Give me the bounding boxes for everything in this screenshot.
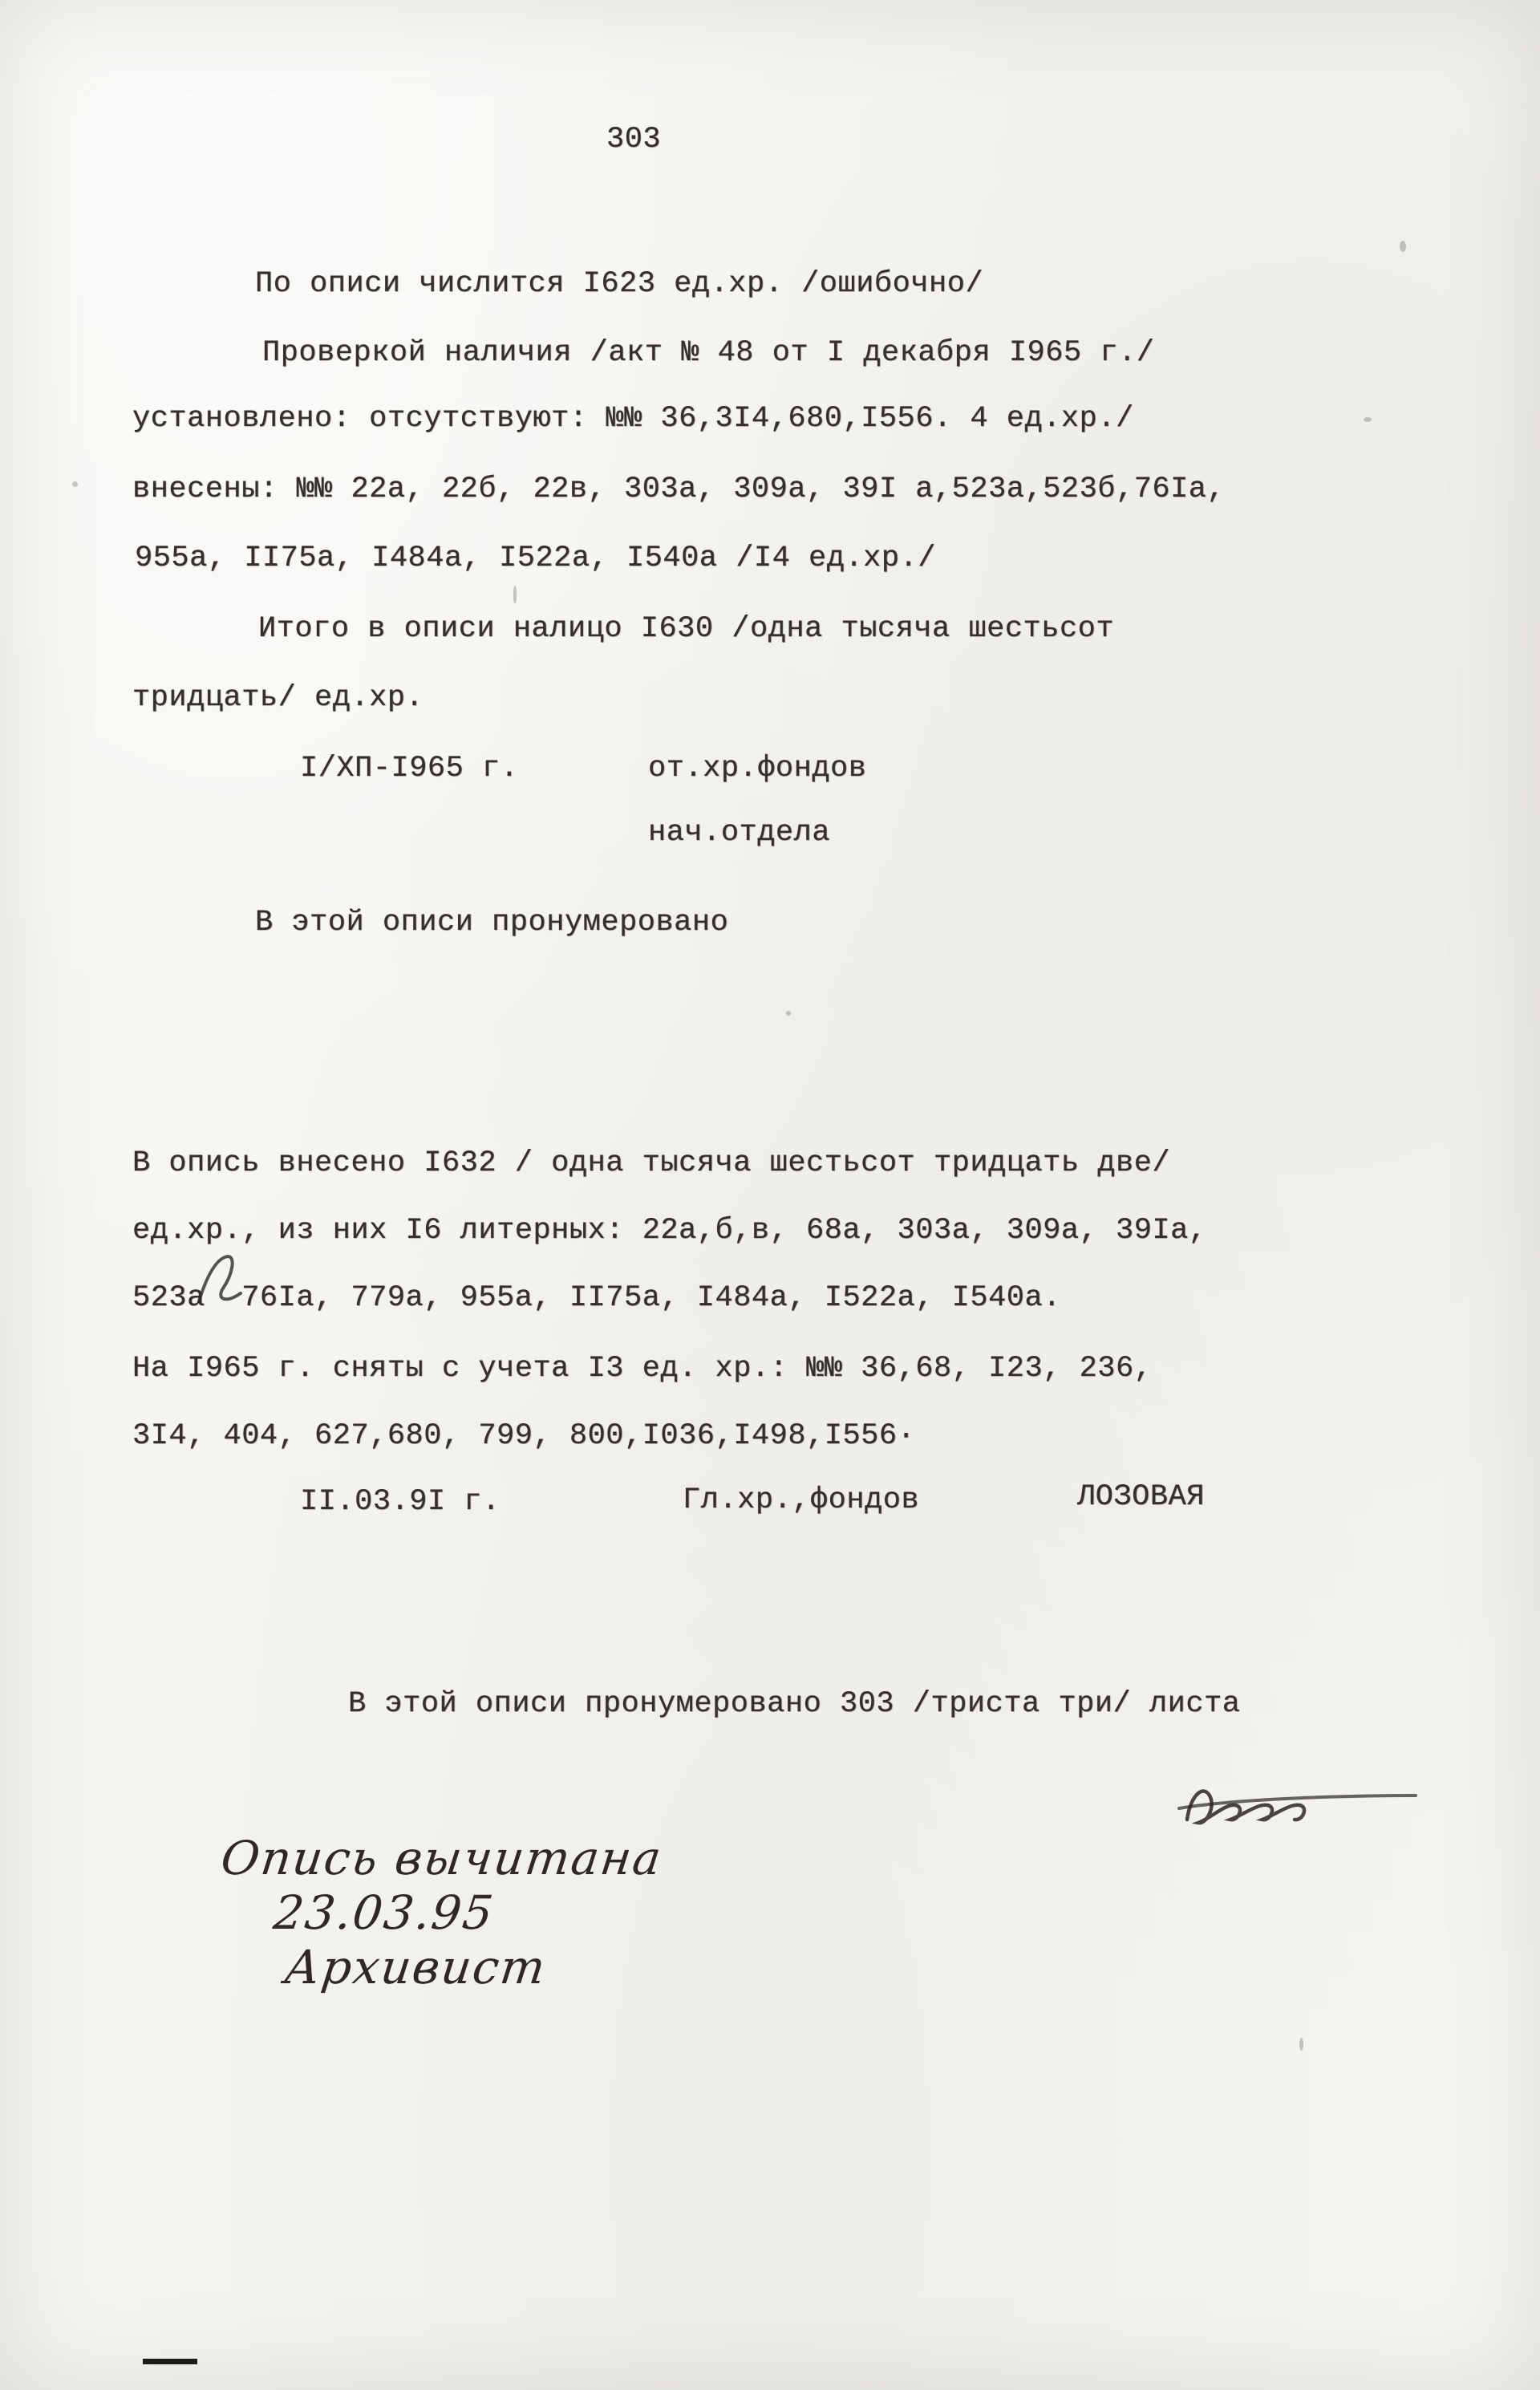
scan-speckle [1364, 417, 1372, 422]
typewritten-line: В этой описи пронумеровано [255, 906, 729, 939]
typewritten-line: 523а 76Iа, 779а, 955а, II75а, I484а, I522а, I540а. [132, 1281, 1061, 1315]
typewritten-line: тридцать/ ед.хр. [132, 681, 424, 715]
typewritten-line: В опись внесено I632 / одна тысяча шестьсот тридцать две/ [132, 1146, 1171, 1180]
typewritten-line: На I965 г. сняты с учета I3 ед. хр.: №№ 36,68, I23, 236, [132, 1352, 1153, 1386]
signer-role: от.хр.фондов [648, 752, 867, 785]
scan-speckle [1299, 2038, 1303, 2051]
typewritten-line: установлено: отсутствуют: №№ 36,3I4,680,I556. 4 ед.хр./ [132, 402, 1134, 436]
typewritten-line: 3I4, 404, 627,680, 799, 800,I036,I498,I556· [132, 1419, 916, 1453]
scan-speckle [1400, 241, 1406, 252]
handwritten-role: Архивист [282, 1940, 550, 1994]
handwritten-note [132, 1776, 672, 2049]
handwritten-date: 23.03.95 [270, 1885, 498, 1940]
scan-speckle [786, 1011, 791, 1016]
date-line: I/ХП-I965 г. [300, 752, 519, 785]
signature-scribble [1179, 1771, 1420, 1844]
scan-speckle [513, 586, 517, 603]
signer-role: нач.отдела [648, 816, 831, 850]
typewritten-line: 955а, II75а, I484а, I522а, I540а /I4 ед.хр./ [135, 542, 936, 575]
page-number: 303 [606, 123, 662, 156]
typewritten-line: Итого в описи налицо I630 /одна тысяча шестьсот [258, 612, 1115, 646]
typewritten-line: По описи числится I623 ед.хр. /ошибочно/ [255, 267, 984, 301]
typewritten-line: Проверкой наличия /акт № 48 от I декабря I965 г./ [262, 336, 1155, 370]
signer-name: ЛОЗОВАЯ [1077, 1480, 1205, 1514]
scan-edge-mark [143, 2359, 197, 2364]
signer-role: Гл.хр.,фондов [683, 1483, 920, 1517]
handwritten-text: Опись вычитана [217, 1831, 666, 1885]
scan-speckle [72, 481, 78, 487]
typewritten-line: В этой описи пронумеровано 303 /триста три/ листа [348, 1687, 1241, 1721]
typewritten-line: ед.хр., из них I6 литерных: 22а,б,в, 68а, 303а, 309а, 39Iа, [132, 1214, 1207, 1248]
date-line: II.03.9I г. [300, 1485, 500, 1519]
typewritten-line: внесены: №№ 22а, 22б, 22в, 303а, 309а, 39I а,523а,523б,76Iа, [132, 473, 1226, 506]
handwritten-mark [192, 1252, 249, 1316]
